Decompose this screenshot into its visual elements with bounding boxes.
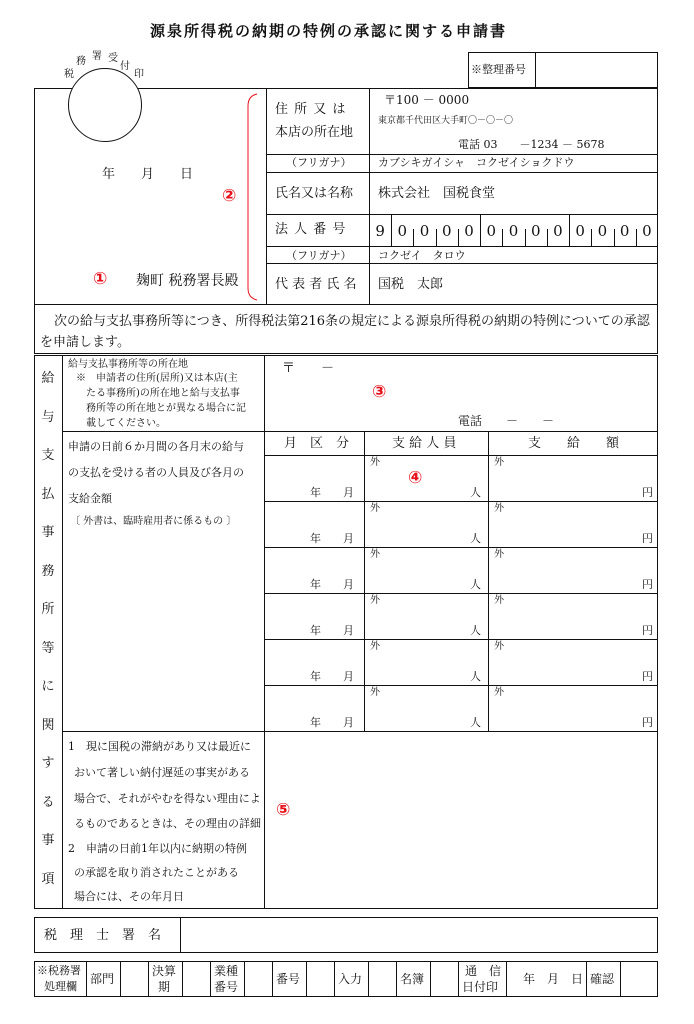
address-label-2: 本店の所在地 [275, 125, 354, 140]
note-line: 1 現に国税の滞納があり又は最近に [68, 740, 251, 753]
amount-unit: 円 [642, 532, 653, 545]
col-people-header: 支 給 人 員 [392, 436, 457, 451]
people-outer-label: 外 [370, 687, 380, 698]
month-cell[interactable]: 年 月 [310, 578, 354, 591]
footer-industry: 番号 [214, 980, 239, 994]
rep-kana[interactable]: コクゼイ タロウ [378, 249, 466, 262]
amount-outer-label: 外 [494, 687, 504, 698]
side-vertical-char: 給 [41, 371, 55, 386]
amount-outer-label: 外 [494, 457, 504, 468]
office-phone-input[interactable]: 電話 － － [458, 414, 555, 428]
marker-2: ② [222, 186, 237, 206]
address-value[interactable]: 東京都千代田区大手町〇－〇－〇 [378, 116, 514, 126]
footer-confirm: 確認 [590, 972, 615, 986]
month-cell[interactable]: 年 月 [310, 486, 354, 499]
month-cell[interactable]: 年 月 [310, 716, 354, 729]
postal-code[interactable]: 〒100 － 0000 [384, 93, 470, 107]
side-vertical-char: 事 [41, 525, 55, 540]
side-vertical-char: 関 [41, 717, 55, 733]
monthly-desc: 支給金額 [68, 492, 112, 505]
reception-stamp-circle [68, 68, 142, 142]
marker-1: ① [93, 269, 108, 289]
col-amount-header: 支 給 額 [528, 436, 620, 451]
month-cell[interactable]: 年 月 [310, 670, 354, 683]
corp-digit-cell[interactable]: 0 [642, 222, 652, 240]
people-unit: 人 [470, 670, 481, 683]
note-line: おいて著しい納付遅延の事実がある [74, 766, 250, 779]
monthly-desc-note: 〔 外書は、臨時雇用者に係るもの 〕 [70, 516, 237, 527]
rep-name[interactable]: 国税 太郎 [378, 277, 444, 292]
tax-accountant-label: 税 理 士 署 名 [44, 928, 162, 943]
month-cell[interactable]: 年 月 [310, 624, 354, 637]
people-unit: 人 [470, 578, 481, 591]
amount-outer-label: 外 [494, 595, 504, 606]
office-address-note: 務所等の所在地とが異なる場合に記 [86, 403, 246, 414]
people-unit: 人 [470, 624, 481, 637]
side-vertical-char: に [41, 679, 55, 694]
corp-digit-cell[interactable]: 0 [530, 222, 541, 240]
monthly-desc: 申請の日前６か月間の各月末の給与 [68, 440, 244, 453]
footer-number: 番号 [276, 972, 301, 986]
statement-text: 次の給与支払事務所等につき、所得税法第216条の規定による源泉所得税の納期の特例についての承認を申請します。 [40, 314, 650, 350]
phone-value[interactable]: 電話 03 －1234 － 5678 [458, 138, 605, 151]
office-postal-input[interactable]: 〒 － [282, 361, 335, 376]
amount-unit: 円 [642, 670, 653, 683]
footer-industry: 業種 [214, 964, 239, 978]
side-vertical-char: 等 [41, 640, 55, 656]
footer-date: 年 月 日 [523, 972, 584, 986]
note-line: の承認を取り消されたことがある [74, 866, 239, 879]
footer-settlement: 決算 [152, 964, 177, 978]
name-label: 氏名又は名称 [275, 186, 354, 201]
amount-unit: 円 [642, 716, 653, 729]
side-vertical-char: す [41, 756, 55, 771]
corp-number-label: 法 人 番 号 [275, 222, 347, 237]
corp-digit-cell[interactable]: 0 [597, 222, 608, 240]
stamp-char: 受 [108, 53, 118, 64]
corp-digit-cell[interactable]: 0 [397, 222, 408, 240]
monthly-desc: の支払を受ける者の人員及び各月の [68, 466, 244, 479]
stamp-char: 署 [92, 51, 102, 62]
rep-label: 代 表 者 氏 名 [275, 277, 357, 292]
form-title: 源泉所得税の納期の特例の承認に関する申請書 [150, 22, 508, 40]
side-vertical-char: 項 [41, 871, 55, 887]
footer-dept: 部門 [90, 972, 115, 986]
footer-register: 名簿 [400, 972, 425, 986]
side-vertical-char: 事 [41, 833, 55, 848]
stamp-char: 務 [76, 56, 86, 67]
note-line: 場合には、その年月日 [74, 890, 184, 903]
corp-digit-cell[interactable]: 0 [486, 222, 497, 240]
month-cell[interactable]: 年 月 [310, 532, 354, 545]
note-line: 場合で、それがやむを得ない理由によ [74, 792, 261, 805]
people-unit: 人 [470, 486, 481, 499]
corp-digit-cell[interactable]: 0 [553, 222, 563, 240]
amount-outer-label: 外 [494, 549, 504, 560]
side-vertical-char: 払 [41, 486, 55, 502]
note-line: るものであるときは、その理由の詳細 [74, 817, 261, 830]
footer-settlement: 期 [158, 980, 171, 994]
office-address-label: 給与支払事務所等の所在地 [68, 359, 188, 370]
marker-3: ③ [372, 382, 387, 402]
corp-digit-cell[interactable]: 0 [419, 222, 430, 240]
marker-4: ④ [408, 468, 423, 488]
col-month-header: 月 区 分 [284, 436, 350, 451]
side-vertical-char: 支 [41, 448, 55, 463]
note-line: 2 申請の日前1年以内に納期の特例 [68, 842, 247, 855]
amount-outer-label: 外 [494, 641, 504, 652]
office-address-note: ※ 申請者の住所(居所)又は本店(主 [76, 373, 238, 384]
notes-input[interactable] [266, 733, 656, 907]
office-address-note: 載してください。 [86, 418, 166, 429]
side-vertical-char: 務 [41, 563, 55, 579]
stamp-char: 税 [64, 69, 74, 80]
tax-office-addressee: 麹町 税務署長殿 [136, 273, 239, 289]
rep-furigana-label: （フリガナ） [286, 249, 352, 262]
footer-date-stamp: 通 信 [465, 964, 502, 978]
furigana-label: （フリガナ） [286, 156, 352, 169]
amount-outer-label: 外 [494, 503, 504, 514]
footer-input: 入力 [338, 972, 363, 986]
seiri-number-input[interactable] [537, 54, 656, 86]
footer-office-label: 処理欄 [44, 980, 77, 993]
corp-digit-cell[interactable]: 0 [508, 222, 519, 240]
corp-digit-cell[interactable]: 0 [619, 222, 630, 240]
footer-date-stamp: 日付印 [462, 980, 499, 994]
tax-accountant-input[interactable] [182, 919, 656, 951]
corp-digit-cell[interactable]: 0 [464, 222, 474, 240]
side-vertical-char: る [41, 794, 55, 810]
office-address-note: たる事務所)の所在地と給与支払事 [86, 388, 240, 399]
company-name[interactable]: 株式会社 国税食堂 [378, 186, 496, 201]
seiri-number-label: ※整理番号 [471, 63, 526, 76]
amount-unit: 円 [642, 486, 653, 499]
marker-5: ⑤ [276, 800, 291, 820]
people-outer-label: 外 [370, 641, 380, 652]
stamp-char: 印 [134, 69, 144, 80]
people-outer-label: 外 [370, 595, 380, 606]
bracket-icon [244, 92, 260, 302]
corp-digit-cell[interactable]: 0 [442, 222, 452, 240]
corp-digit-cell[interactable]: 9 [375, 222, 385, 240]
amount-unit: 円 [642, 624, 653, 637]
amount-unit: 円 [642, 578, 653, 591]
people-outer-label: 外 [370, 549, 380, 560]
name-kana[interactable]: カブシキガイシャ コクゼイショクドウ [378, 156, 575, 169]
side-vertical-char: 所 [41, 602, 55, 617]
side-vertical-char: 与 [41, 409, 55, 425]
people-unit: 人 [470, 532, 481, 545]
application-date[interactable]: 年 月 日 [102, 167, 194, 182]
people-unit: 人 [470, 716, 481, 729]
corp-digit-cell[interactable]: 0 [575, 222, 585, 240]
address-label: 住 所 又 は [275, 102, 347, 117]
stamp-char: 付 [120, 61, 130, 72]
people-outer-label: 外 [370, 457, 380, 468]
people-outer-label: 外 [370, 503, 380, 514]
footer-office-label: ※税務署 [37, 964, 81, 977]
